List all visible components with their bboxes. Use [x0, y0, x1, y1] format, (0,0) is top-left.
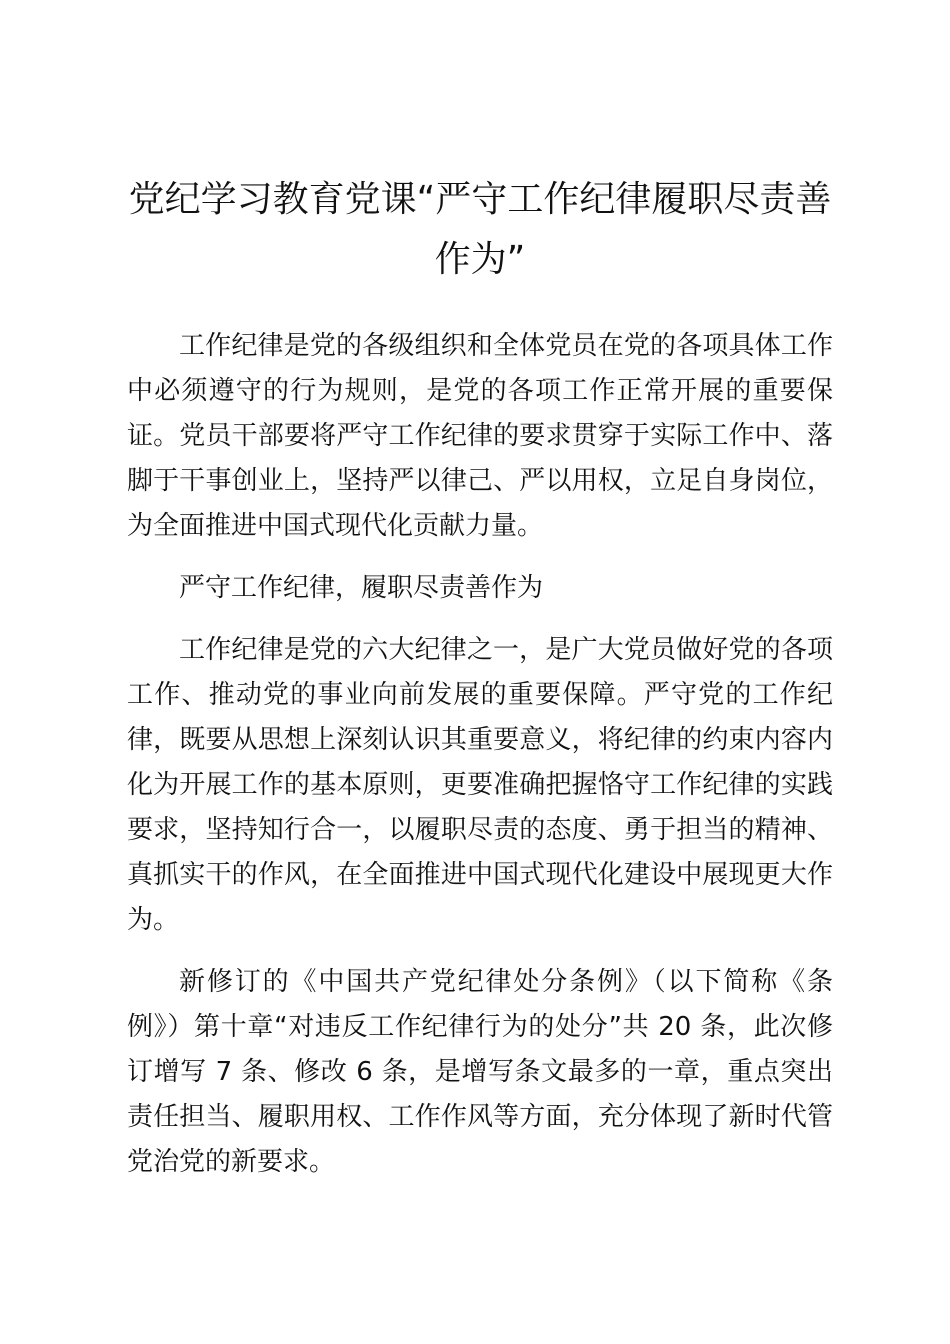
paragraph-work-discipline: 工作纪律是党的六大纪律之一，是广大党员做好党的各项工作、推动党的事业向前发展的重要保障。严守党的工作纪律，既要从思想上深刻认识其重要意义，将纪律的约束内容内化为开展工作的基本原则，更要准确把握恪守工作纪律的实践要求，坚持知行合一，以履职尽责的态度、勇于担当的精神、真抓实干的作风，在全面推进中国式现代化建设中展现更大作为。: [127, 635, 833, 935]
paragraph-intro: 工作纪律是党的各级组织和全体党员在党的各项具体工作中必须遵守的行为规则，是党的各项工作正常开展的重要保证。党员干部要将严守工作纪律的要求贯穿于实际工作中、落脚于干事创业上，坚持严以律己、严以用权，立足自身岗位，为全面推进中国式现代化贡献力量。: [127, 331, 833, 541]
paragraph-regulations: 新修订的《中国共产党纪律处分条例》（以下简称《条例》）第十章“对违反工作纪律行为的处分”共 20 条，此次修订增写 7 条、修改 6 条，是增写条文最多的一章，重点突出责任担当、履职用权、工作作风等方面，充分体现了新时代管党治党的新要求。: [127, 967, 833, 1177]
document-page: [127, 170, 833, 1202]
paragraph-section-heading: 严守工作纪律，履职尽责善作为: [179, 573, 544, 603]
document-title: 党纪学习教育党课“严守工作纪律履职尽责善作为”: [128, 179, 832, 280]
